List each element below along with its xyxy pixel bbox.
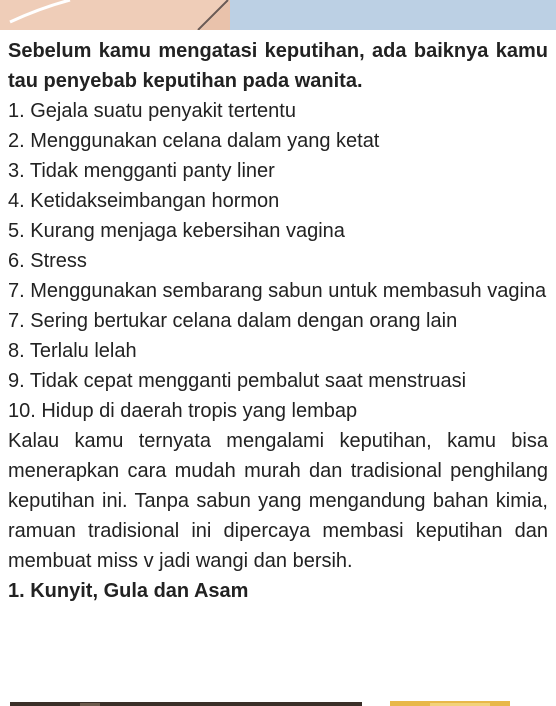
causes-list (8, 96, 548, 426)
list-item: 7. Menggunakan sembarang sabun untuk membasuh vagina (8, 280, 547, 302)
list-item: 5. Kurang menjaga kebersihan vagina (8, 220, 345, 242)
list-item: 3. Tidak mengganti panty liner (8, 160, 275, 182)
article-top-image (0, 0, 556, 30)
list-item: 4. Ketidakseimbangan hormon (8, 190, 280, 212)
article-content (8, 36, 548, 606)
top-image-graphic (0, 0, 556, 30)
bottom-image-graphic (0, 699, 556, 706)
intro-text: Sebelum kamu mengatasi keputihan, ada baiknya kamu tau penyebab keputihan pada wanita. (8, 40, 548, 92)
body-paragraph: Kalau kamu ternyata mengalami keputihan, kamu bisa menerapkan cara mudah murah dan tradisional penghilang keputihan ini. Tanpa sabun yang mengandung bahan kimia, ramuan tradisional ini dipercaya membasi keputihan dan membuat miss v jadi wangi dan bersih. (8, 430, 548, 572)
list-item: 1. Gejala suatu penyakit tertentu (8, 100, 296, 122)
section-heading: 1. Kunyit, Gula dan Asam (8, 580, 249, 602)
list-item: 8. Terlalu lelah (8, 340, 137, 362)
article-bottom-image (0, 696, 556, 706)
list-item: 2. Menggunakan celana dalam yang ketat (8, 130, 380, 152)
list-item: 10. Hidup di daerah tropis yang lembap (8, 400, 358, 422)
list-item: 7. Sering bertukar celana dalam dengan orang lain (8, 310, 458, 332)
list-item: 9. Tidak cepat mengganti pembalut saat menstruasi (8, 370, 467, 392)
list-item: 6. Stress (8, 250, 87, 272)
